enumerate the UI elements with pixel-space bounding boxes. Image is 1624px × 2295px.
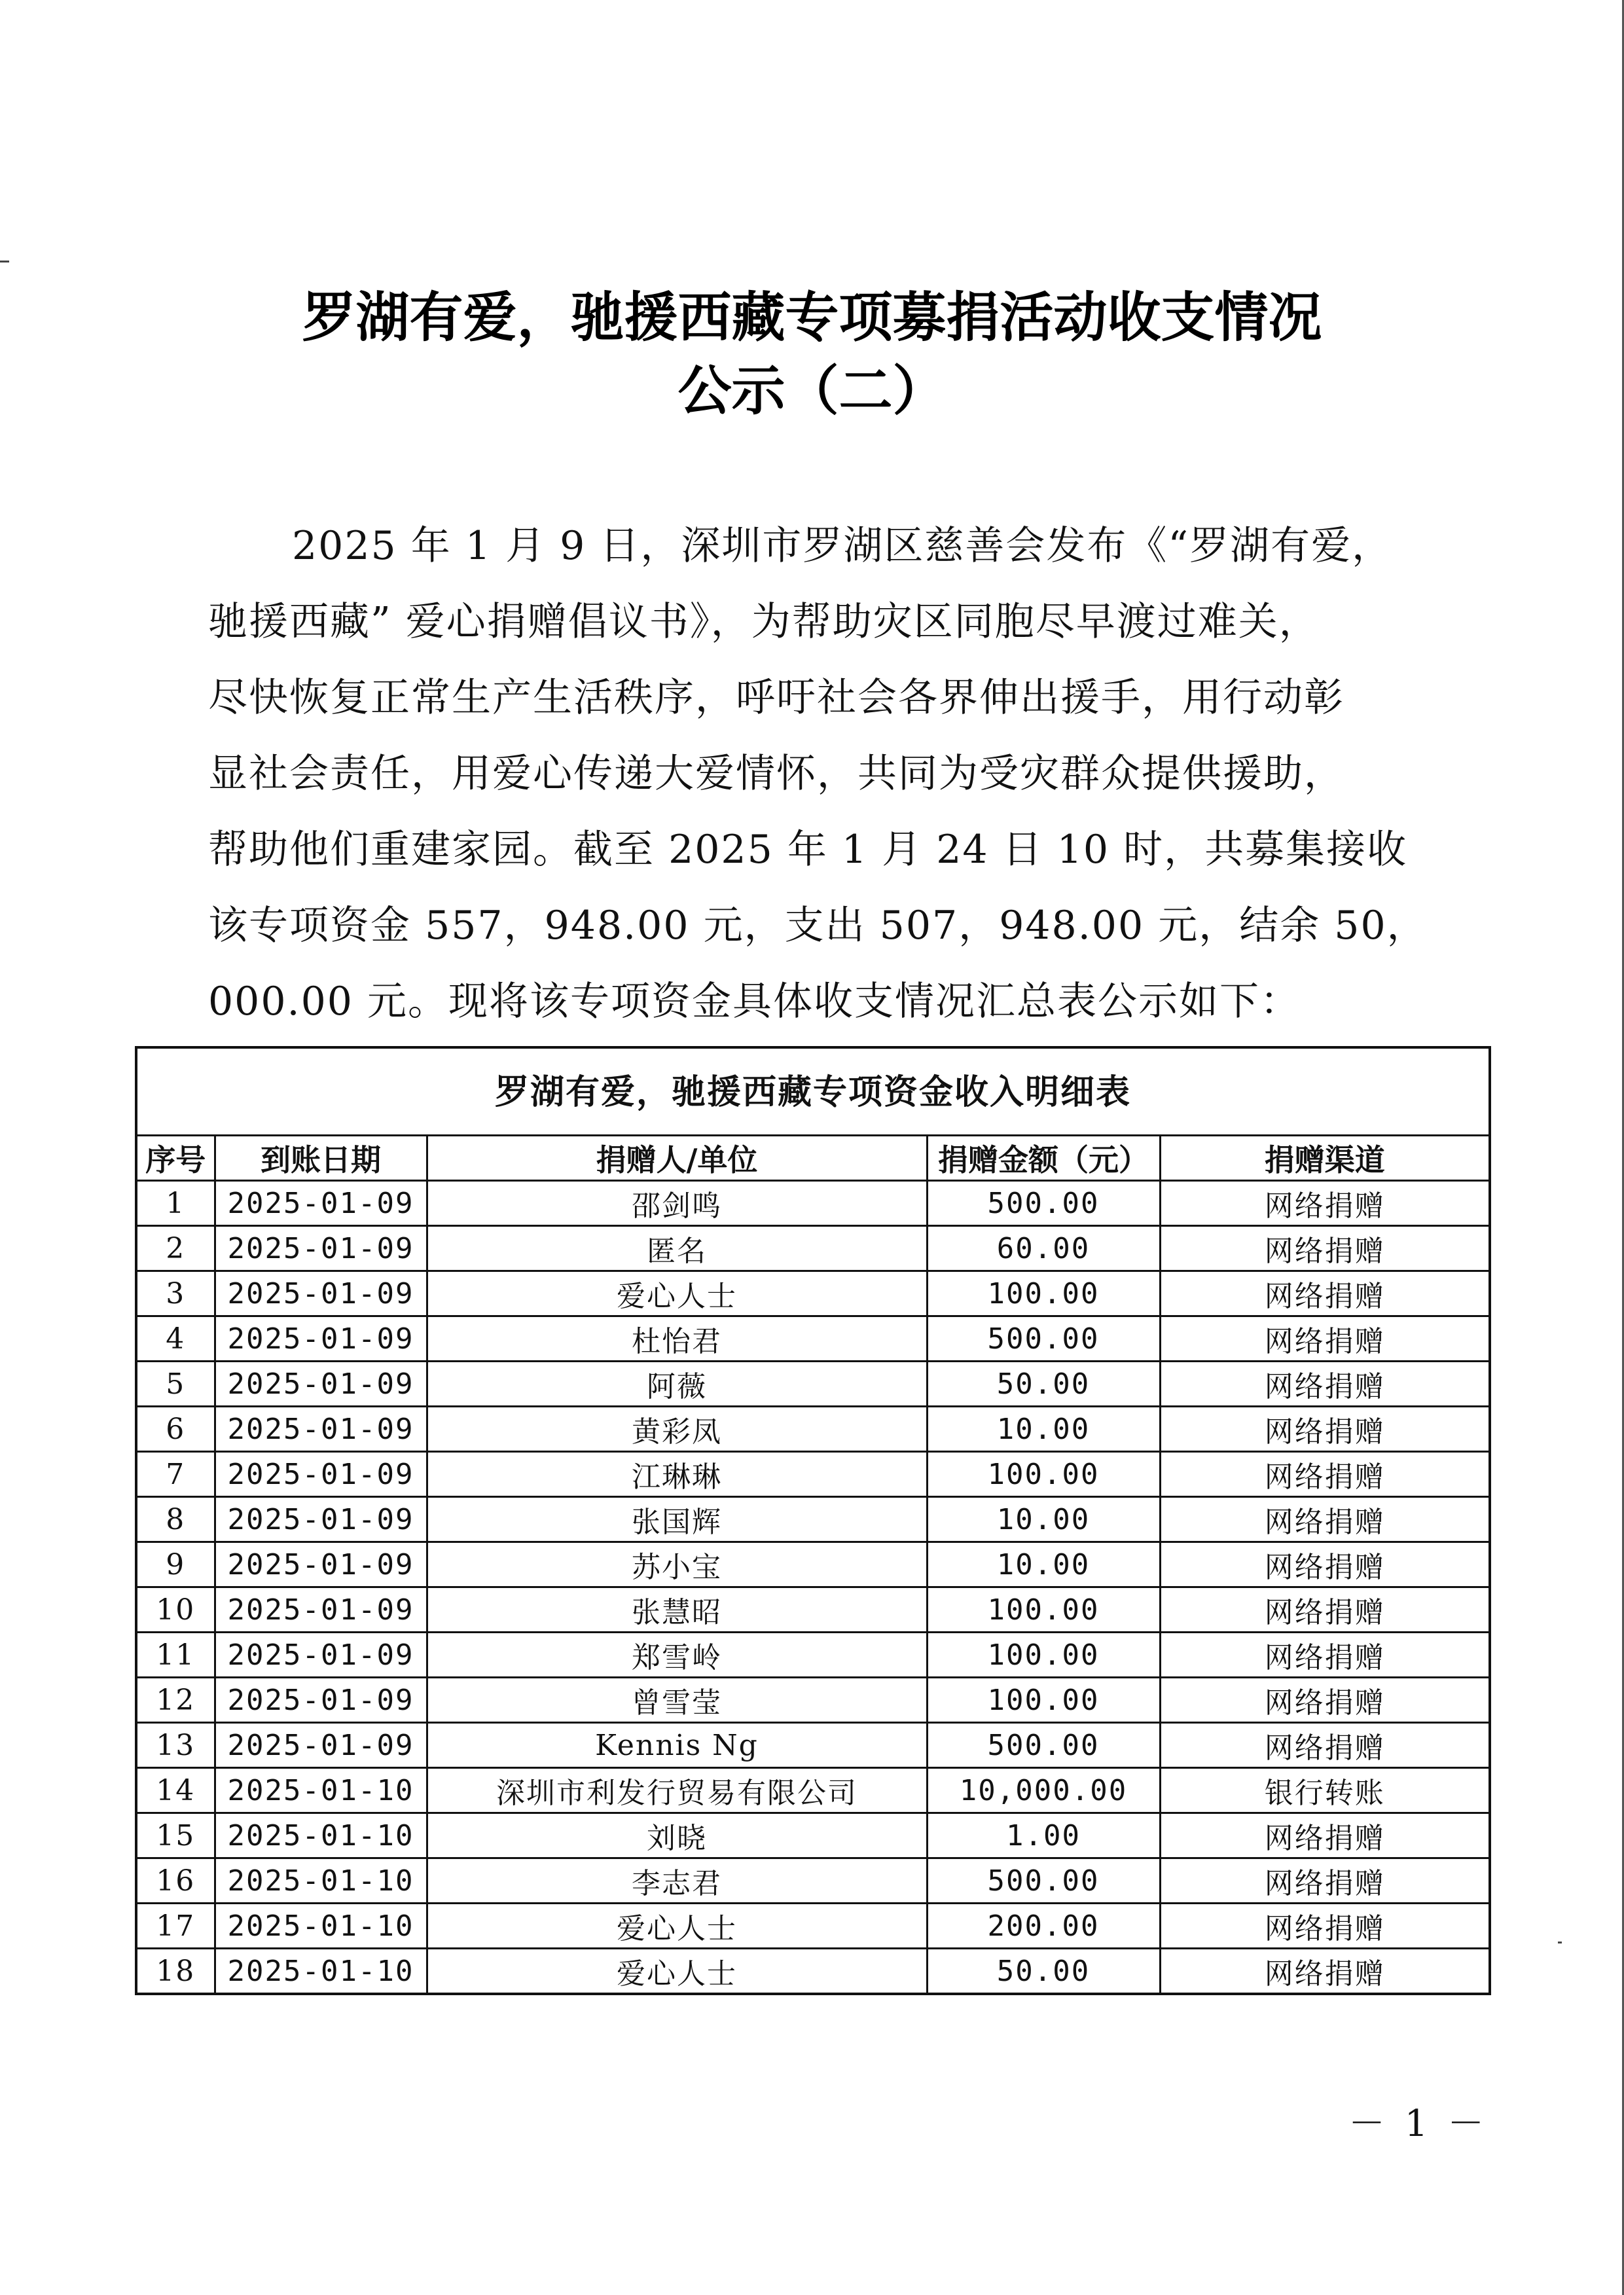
- cell-amount: 500.00: [927, 1723, 1160, 1768]
- cell-date: 2025-01-10: [215, 1813, 427, 1858]
- cell-index: 12: [137, 1678, 215, 1723]
- cell-donor: Kennis Ng: [427, 1723, 927, 1768]
- table-row: [137, 1723, 1489, 1768]
- cell-channel: 网络捐赠: [1160, 1723, 1489, 1768]
- body-line: 000.00 元。现将该专项资金具体收支情况汇总表公示如下：: [208, 979, 1301, 1024]
- header-channel: 捐赠渠道: [1160, 1136, 1489, 1181]
- body-line: 驰援西藏” 爱心捐赠倡议书》，为帮助灾区同胞尽早渡过难关，: [208, 599, 1320, 645]
- cell-donor: 张国辉: [427, 1497, 927, 1542]
- body-line: 2025 年 1 月 9 日，深圳市罗湖区慈善会发布《“罗湖有爱，: [292, 523, 1393, 569]
- header-date: 到账日期: [215, 1136, 427, 1181]
- cell-channel: 网络捐赠: [1160, 1949, 1489, 1993]
- table-row: [137, 1452, 1489, 1497]
- cell-index: 10: [137, 1587, 215, 1633]
- table-row: [137, 1362, 1489, 1407]
- cell-donor: 刘晓: [427, 1813, 927, 1858]
- cell-date: 2025-01-09: [215, 1181, 427, 1226]
- cell-donor: 李志君: [427, 1858, 927, 1904]
- cell-amount: 100.00: [927, 1587, 1160, 1633]
- cell-channel: 网络捐赠: [1160, 1678, 1489, 1723]
- cell-donor: 爱心人士: [427, 1949, 927, 1993]
- table-row: [137, 1904, 1489, 1949]
- cell-donor: 黄彩凤: [427, 1407, 927, 1452]
- cell-date: 2025-01-09: [215, 1316, 427, 1362]
- cell-index: 6: [137, 1407, 215, 1452]
- table-caption: 罗湖有爱，驰援西藏专项资金收入明细表: [137, 1049, 1489, 1136]
- scan-mark: [1558, 1942, 1562, 1943]
- cell-date: 2025-01-09: [215, 1407, 427, 1452]
- cell-amount: 100.00: [927, 1271, 1160, 1316]
- cell-amount: 100.00: [927, 1633, 1160, 1678]
- cell-date: 2025-01-09: [215, 1362, 427, 1407]
- cell-amount: 500.00: [927, 1858, 1160, 1904]
- cell-index: 15: [137, 1813, 215, 1858]
- cell-channel: 网络捐赠: [1160, 1904, 1489, 1949]
- cell-index: 13: [137, 1723, 215, 1768]
- cell-index: 14: [137, 1768, 215, 1813]
- cell-donor: 苏小宝: [427, 1542, 927, 1587]
- body-line: 显社会责任，用爱心传递大爱情怀，共同为受灾群众提供援助，: [208, 751, 1344, 797]
- cell-index: 3: [137, 1271, 215, 1316]
- cell-date: 2025-01-09: [215, 1452, 427, 1497]
- table-header-row: [137, 1136, 1489, 1181]
- cell-channel: 网络捐赠: [1160, 1226, 1489, 1271]
- cell-date: 2025-01-09: [215, 1226, 427, 1271]
- table-row: [137, 1768, 1489, 1813]
- cell-channel: 网络捐赠: [1160, 1362, 1489, 1407]
- cell-donor: 邵剑鸣: [427, 1181, 927, 1226]
- cell-channel: 网络捐赠: [1160, 1858, 1489, 1904]
- cell-index: 2: [137, 1226, 215, 1271]
- cell-channel: 网络捐赠: [1160, 1407, 1489, 1452]
- cell-channel: 网络捐赠: [1160, 1181, 1489, 1226]
- cell-channel: 网络捐赠: [1160, 1542, 1489, 1587]
- table-row: [137, 1271, 1489, 1316]
- cell-channel: 网络捐赠: [1160, 1452, 1489, 1497]
- cell-amount: 10.00: [927, 1407, 1160, 1452]
- cell-channel: 网络捐赠: [1160, 1633, 1489, 1678]
- cell-date: 2025-01-09: [215, 1497, 427, 1542]
- title-line-2: 公示（二）: [677, 360, 947, 422]
- cell-date: 2025-01-09: [215, 1633, 427, 1678]
- table-body: [137, 1181, 1489, 1993]
- cell-channel: 网络捐赠: [1160, 1271, 1489, 1316]
- cell-index: 8: [137, 1497, 215, 1542]
- cell-amount: 50.00: [927, 1362, 1160, 1407]
- header-donor: 捐赠人/单位: [427, 1136, 927, 1181]
- table-row: [137, 1949, 1489, 1993]
- cell-amount: 100.00: [927, 1452, 1160, 1497]
- body-line: 该专项资金 557，948.00 元，支出 507，948.00 元，结余 50，: [208, 903, 1428, 949]
- table-row: [137, 1678, 1489, 1723]
- cell-channel: 网络捐赠: [1160, 1587, 1489, 1633]
- page-number: － 1 －: [1348, 2103, 1489, 2145]
- cell-date: 2025-01-10: [215, 1949, 427, 1993]
- table-row: [137, 1497, 1489, 1542]
- cell-amount: 10.00: [927, 1497, 1160, 1542]
- header-amount: 捐赠金额（元）: [927, 1136, 1160, 1181]
- cell-amount: 500.00: [927, 1181, 1160, 1226]
- cell-channel: 网络捐赠: [1160, 1497, 1489, 1542]
- table-row: [137, 1407, 1489, 1452]
- cell-channel: 网络捐赠: [1160, 1316, 1489, 1362]
- cell-donor: 爱心人士: [427, 1271, 927, 1316]
- cell-amount: 200.00: [927, 1904, 1160, 1949]
- cell-date: 2025-01-09: [215, 1271, 427, 1316]
- donation-table: [137, 1136, 1489, 1993]
- cell-donor: 郑雪岭: [427, 1633, 927, 1678]
- cell-donor: 曾雪莹: [427, 1678, 927, 1723]
- table-row: [137, 1316, 1489, 1362]
- body-line: 帮助他们重建家园。截至 2025 年 1 月 24 日 10 时，共募集接收: [208, 827, 1408, 873]
- cell-donor: 张慧昭: [427, 1587, 927, 1633]
- cell-donor: 杜怡君: [427, 1316, 927, 1362]
- cell-index: 4: [137, 1316, 215, 1362]
- cell-date: 2025-01-09: [215, 1587, 427, 1633]
- table-row: [137, 1226, 1489, 1271]
- cell-index: 9: [137, 1542, 215, 1587]
- cell-donor: 匿名: [427, 1226, 927, 1271]
- cell-date: 2025-01-10: [215, 1858, 427, 1904]
- cell-amount: 500.00: [927, 1316, 1160, 1362]
- cell-amount: 100.00: [927, 1678, 1160, 1723]
- body-line: 尽快恢复正常生产生活秩序，呼吁社会各界伸出援手，用行动彰: [208, 675, 1344, 721]
- cell-index: 7: [137, 1452, 215, 1497]
- table-row: [137, 1542, 1489, 1587]
- title-line-1: 罗湖有爱，驰援西藏专项募捐活动收支情况: [302, 287, 1322, 349]
- cell-amount: 60.00: [927, 1226, 1160, 1271]
- cell-amount: 50.00: [927, 1949, 1160, 1993]
- cell-date: 2025-01-09: [215, 1723, 427, 1768]
- cell-channel: 银行转账: [1160, 1768, 1489, 1813]
- income-detail-table: [135, 1046, 1491, 1995]
- table-row: [137, 1633, 1489, 1678]
- document-title: [0, 281, 1624, 428]
- cell-date: 2025-01-10: [215, 1904, 427, 1949]
- header-index: 序号: [137, 1136, 215, 1181]
- table-row: [137, 1587, 1489, 1633]
- cell-donor: 爱心人士: [427, 1904, 927, 1949]
- cell-donor: 阿薇: [427, 1362, 927, 1407]
- cell-index: 17: [137, 1904, 215, 1949]
- table-row: [137, 1813, 1489, 1858]
- cell-channel: 网络捐赠: [1160, 1813, 1489, 1858]
- cell-date: 2025-01-09: [215, 1678, 427, 1723]
- cell-date: 2025-01-09: [215, 1542, 427, 1587]
- cell-index: 11: [137, 1633, 215, 1678]
- cell-donor: 深圳市利发行贸易有限公司: [427, 1768, 927, 1813]
- cell-index: 1: [137, 1181, 215, 1226]
- table-row: [137, 1181, 1489, 1226]
- cell-amount: 1.00: [927, 1813, 1160, 1858]
- cell-date: 2025-01-10: [215, 1768, 427, 1813]
- cell-index: 5: [137, 1362, 215, 1407]
- cell-donor: 江琳琳: [427, 1452, 927, 1497]
- cell-index: 16: [137, 1858, 215, 1904]
- cell-amount: 10,000.00: [927, 1768, 1160, 1813]
- cell-amount: 10.00: [927, 1542, 1160, 1587]
- body-paragraph: [208, 508, 1426, 1039]
- table-row: [137, 1858, 1489, 1904]
- cell-index: 18: [137, 1949, 215, 1993]
- scan-mark: [0, 261, 9, 262]
